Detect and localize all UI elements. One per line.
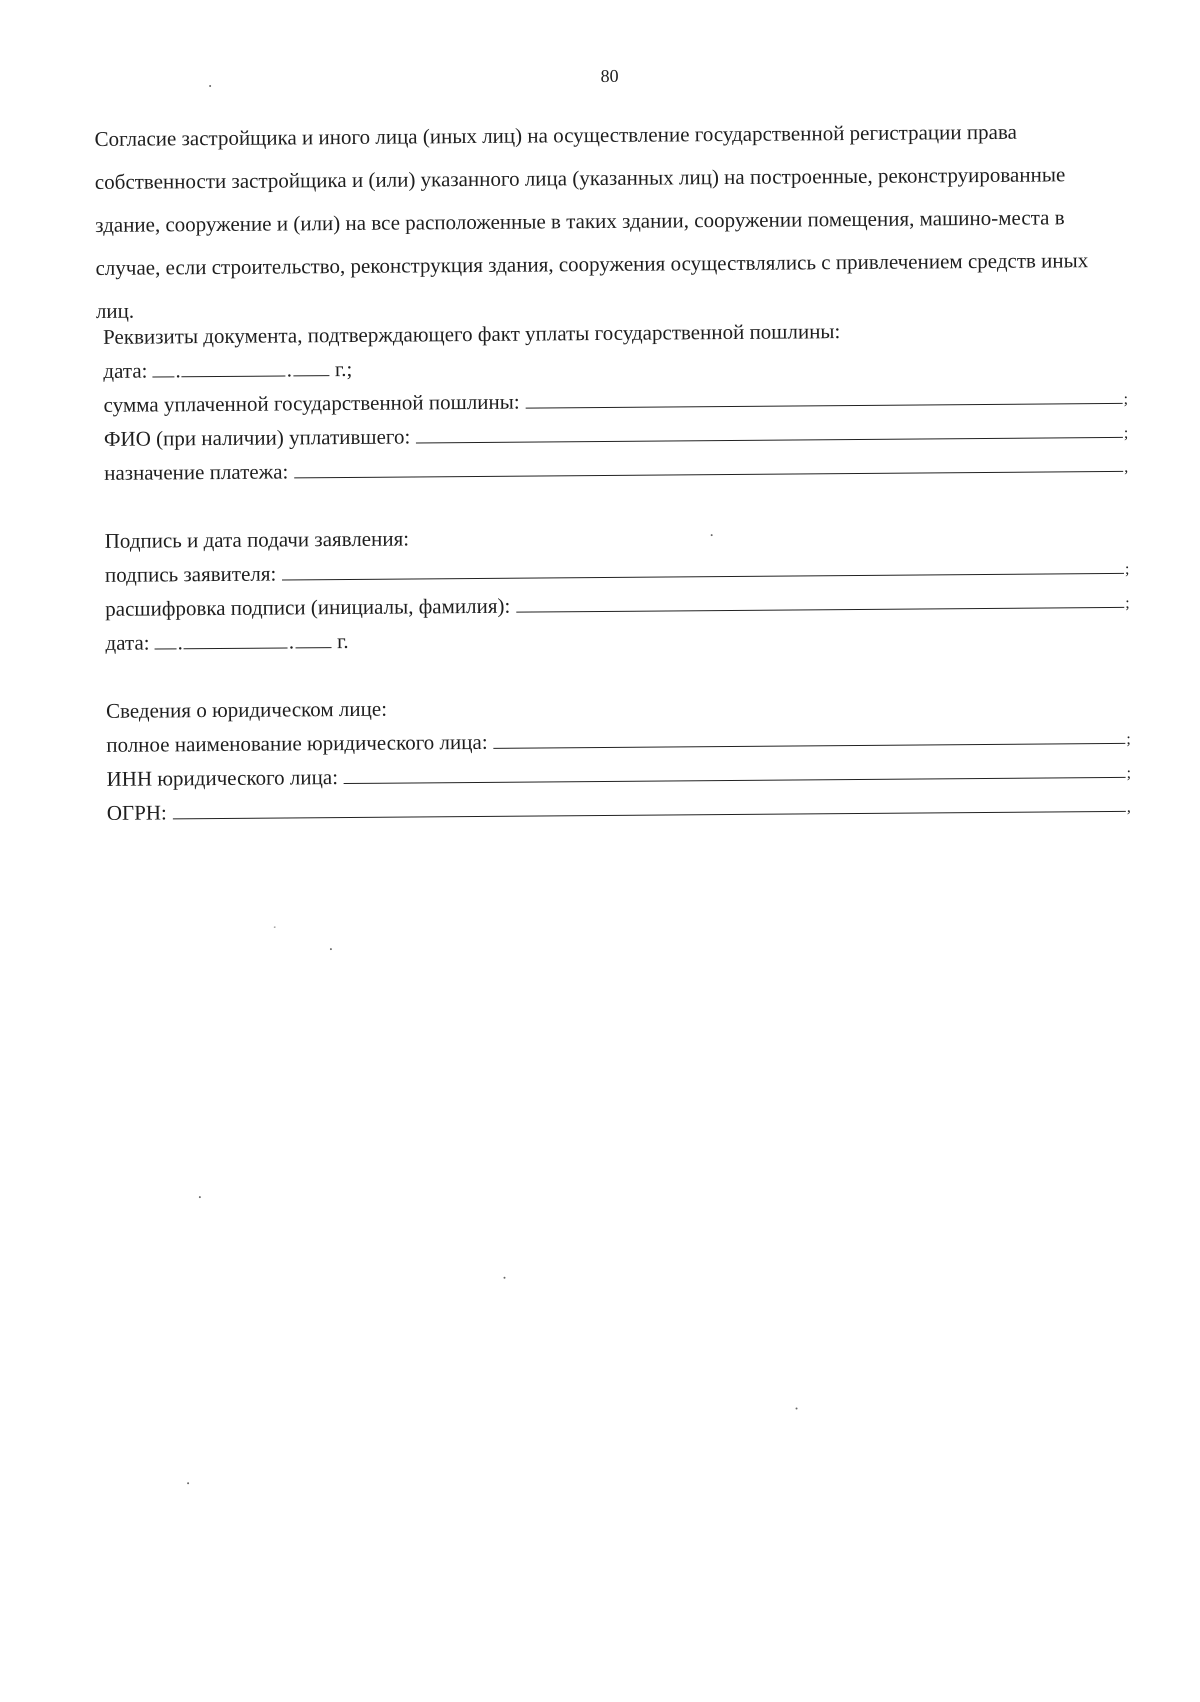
- signature-date-day-field[interactable]: [154, 626, 176, 649]
- date-separator: .: [286, 357, 293, 382]
- line-end-comma: ,: [1124, 458, 1129, 476]
- payment-amount-label: сумма уплаченной государственной пошлины:: [103, 389, 520, 417]
- line-end-semicolon: ;: [1123, 390, 1129, 408]
- scan-speck: [274, 927, 276, 928]
- scan-speck: [796, 1407, 798, 1409]
- payment-date-year-field[interactable]: [293, 353, 329, 376]
- date-separator: .: [288, 629, 295, 654]
- scan-speck: [209, 85, 211, 87]
- payment-amount-field[interactable]: [526, 381, 1123, 409]
- signature-decoding-label: расшифровка подписи (инициалы, фамилия):: [105, 593, 511, 621]
- legal-entity-name-field[interactable]: [493, 721, 1125, 749]
- signature-date-suffix: г.: [336, 628, 349, 654]
- signature-heading: Подпись и дата подачи заявления:: [104, 526, 410, 553]
- signature-decoding-field[interactable]: [516, 585, 1124, 613]
- date-separator: .: [177, 630, 183, 655]
- inn-label: ИНН юридического лица:: [106, 765, 339, 791]
- line-end-semicolon: ;: [1126, 730, 1131, 748]
- legal-entity-heading: Сведения о юридическом лице:: [105, 696, 388, 723]
- payment-date-day-field[interactable]: [152, 354, 174, 377]
- signature-label: подпись заявителя:: [104, 561, 277, 587]
- scan-speck: [199, 1196, 201, 1198]
- scan-speck: [187, 1482, 189, 1484]
- line-end-semicolon: ;: [1126, 764, 1132, 782]
- legal-entity-name-label: полное наименование юридического лица:: [106, 729, 488, 757]
- payment-purpose-label: назначение платежа:: [104, 459, 289, 485]
- legal-entity-section: [106, 686, 1137, 830]
- signature-date-month-field[interactable]: [184, 625, 288, 649]
- payment-purpose-row: [104, 448, 1134, 490]
- payment-heading: Реквизиты документа, подтверждающего факт уплаты государственной пошлины:: [103, 319, 841, 349]
- payer-name-field[interactable]: [416, 415, 1123, 444]
- payment-purpose-field[interactable]: [294, 449, 1123, 479]
- scan-speck: [711, 534, 713, 536]
- signature-date-label: дата:: [105, 630, 150, 655]
- payment-date-label: дата:: [103, 358, 148, 383]
- scan-speck: [503, 1277, 505, 1279]
- date-separator: .: [175, 358, 181, 383]
- inn-field[interactable]: [344, 755, 1126, 784]
- signature-section: [105, 516, 1136, 660]
- page-number: 80: [600, 65, 619, 86]
- line-end-semicolon: ;: [1124, 560, 1130, 578]
- signature-date-year-field[interactable]: [295, 625, 331, 648]
- scan-speck: [330, 948, 332, 950]
- line-end-semicolon: ;: [1125, 594, 1130, 612]
- ogrn-label: ОГРН:: [106, 800, 167, 825]
- payer-name-label: ФИО (при наличии) уплатившего:: [103, 424, 411, 451]
- payment-date-month-field[interactable]: [182, 353, 286, 377]
- payment-date-suffix: г.;: [334, 356, 353, 382]
- payment-section: [103, 312, 1134, 490]
- consent-paragraph: Согласие застройщика и иного лица (иных лиц) на осуществление государственной регистрации права собственности застройщика и (или) указанного лица (указанных лиц) на построенные, реконструированные здание, сооружение и (или) на все расположенные в таких здании, сооружении помещения, машино-места в случае, если строительство, реконструкция здания, сооружения осуществлялись с привлечением средств иных лиц.: [94, 119, 1089, 323]
- line-end-comma: ,: [1126, 798, 1131, 816]
- line-end-semicolon: ;: [1123, 424, 1129, 442]
